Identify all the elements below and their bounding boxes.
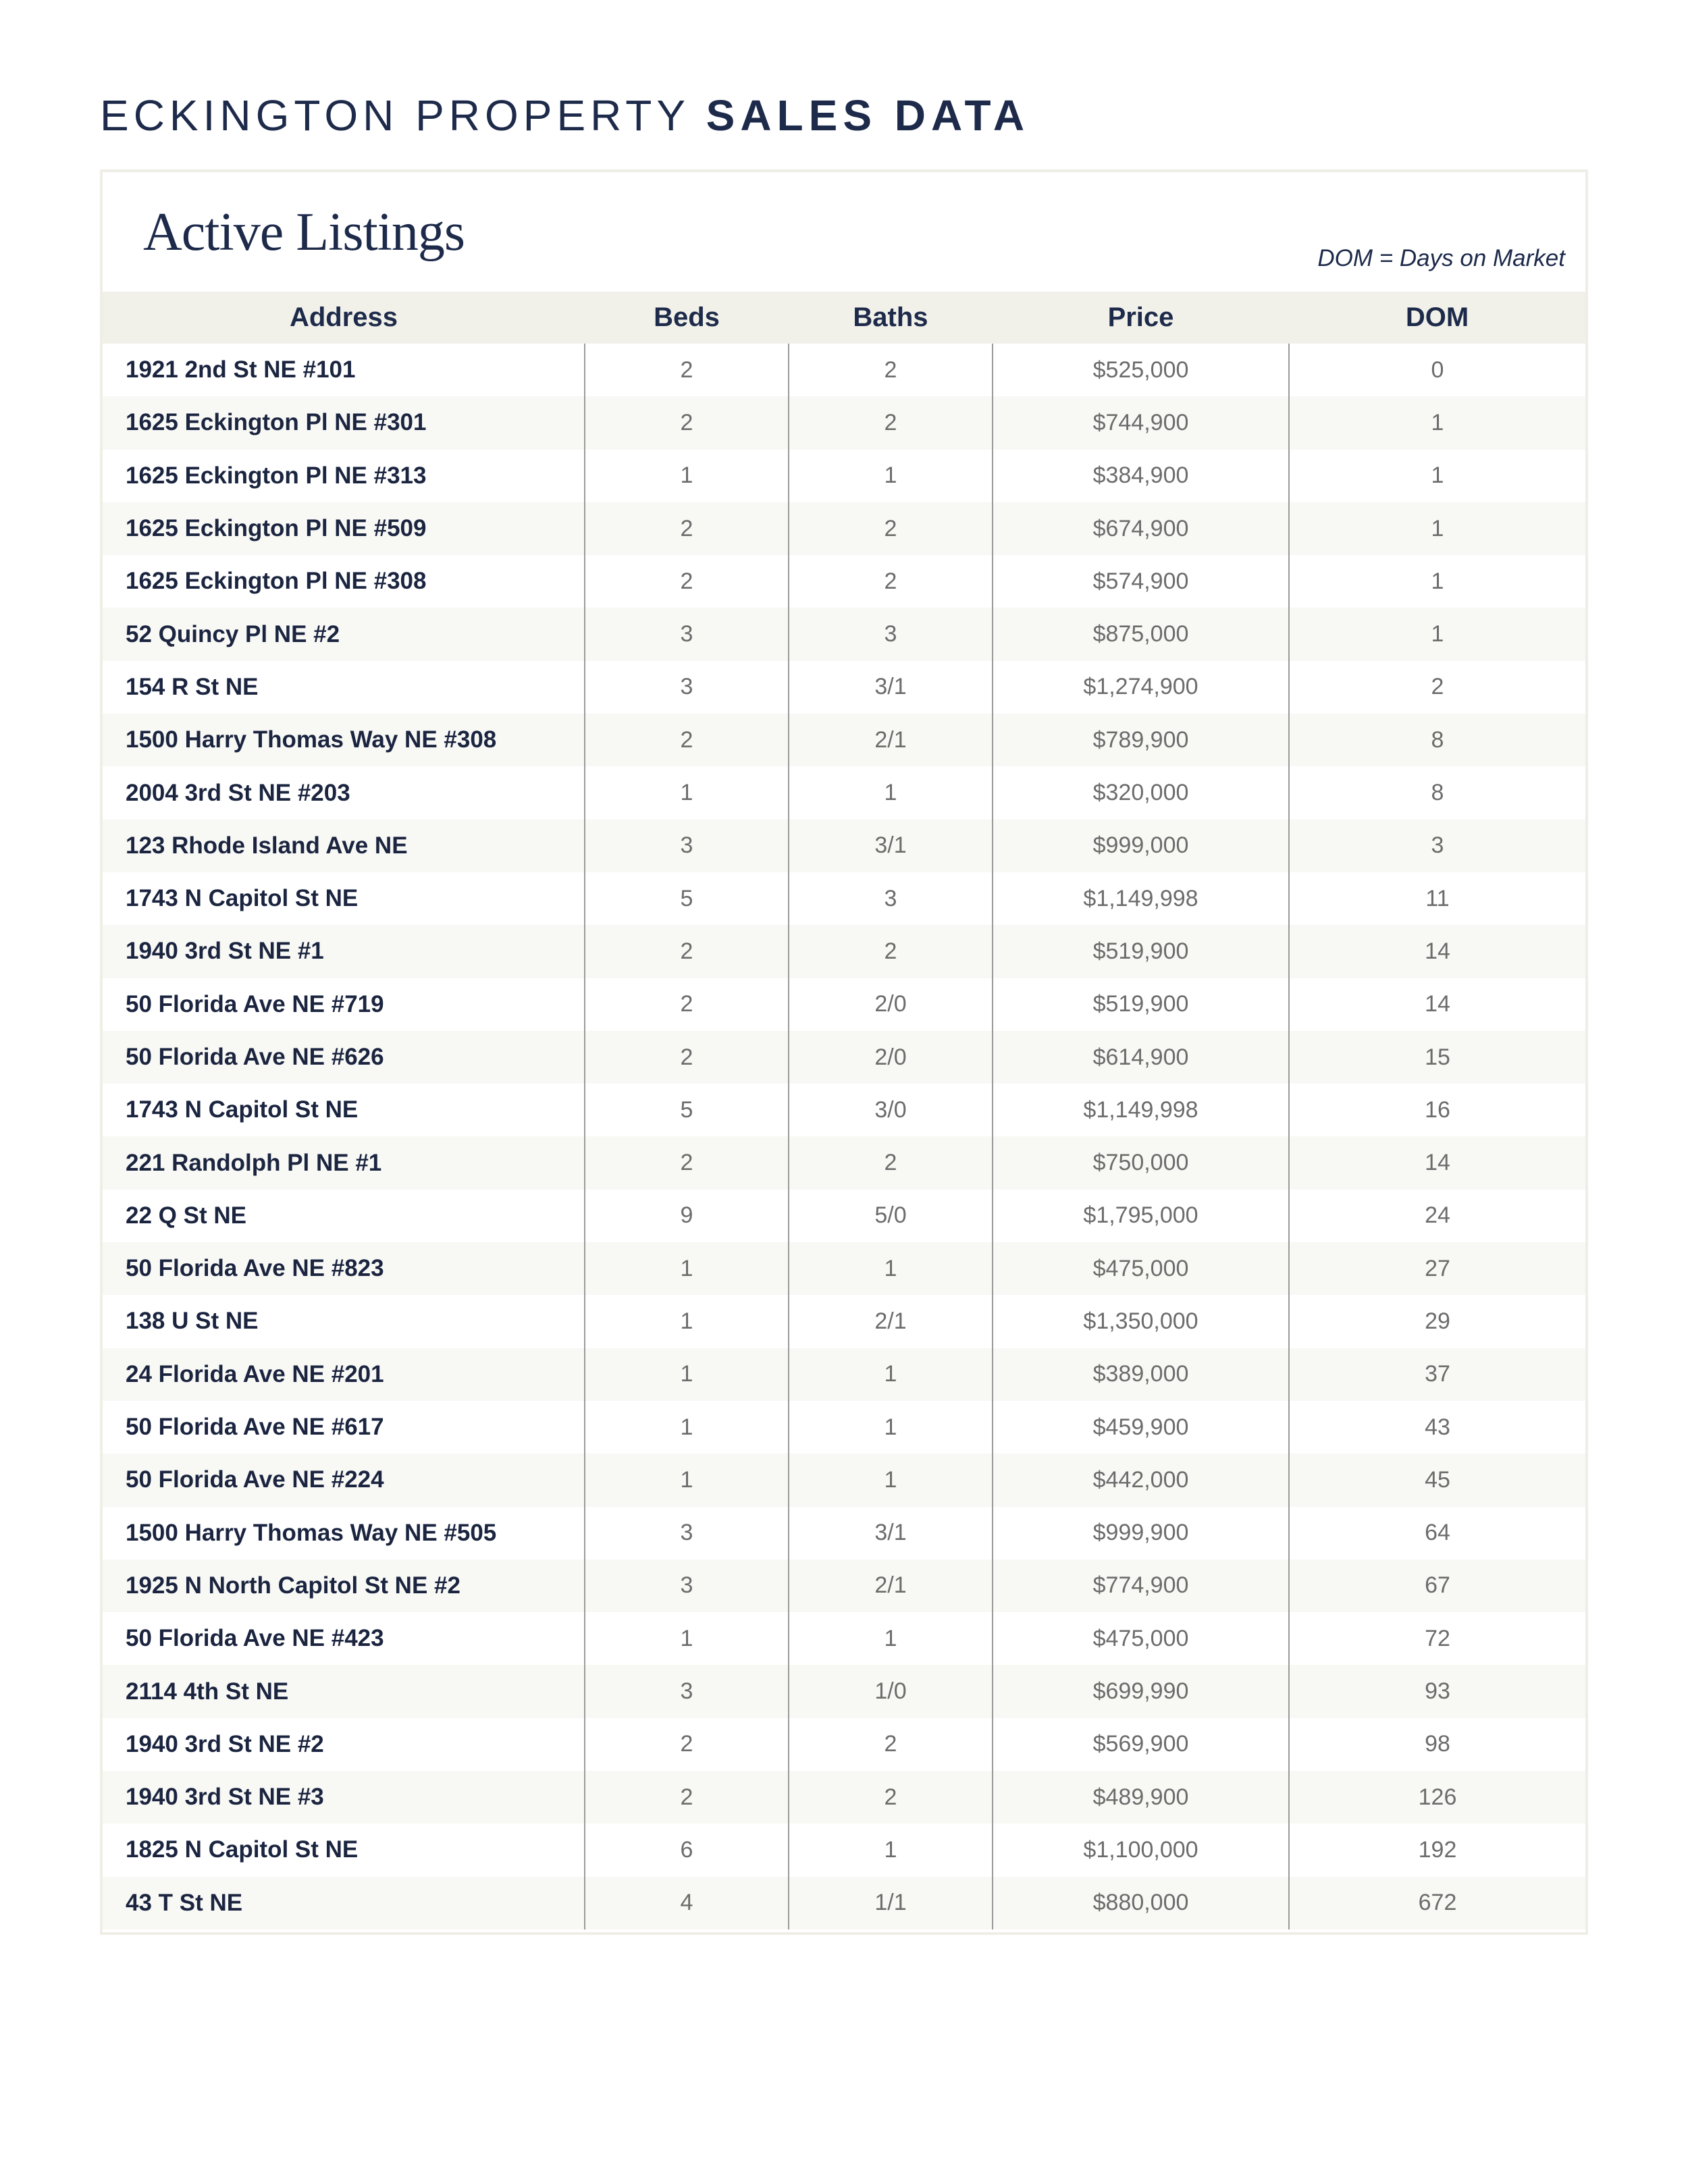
table-row [103, 714, 1585, 766]
baths-cell: 2 [789, 925, 993, 978]
baths-cell: 1 [789, 766, 993, 819]
dom-cell: 1 [1289, 502, 1585, 555]
address-cell: 1940 3rd St NE #3 [126, 1784, 324, 1811]
address-cell: 1500 Harry Thomas Way NE #308 [126, 726, 497, 753]
price-cell: $489,900 [993, 1771, 1289, 1823]
baths-cell: 2 [789, 1718, 993, 1771]
address-cell: 2114 4th St NE [126, 1678, 289, 1705]
beds-cell: 2 [585, 1718, 789, 1771]
beds-cell: 2 [585, 502, 789, 555]
table-row [103, 1507, 1585, 1560]
beds-cell: 1 [585, 1401, 789, 1454]
dom-cell: 2 [1289, 661, 1585, 714]
address-cell: 50 Florida Ave NE #719 [126, 990, 384, 1017]
table-row [103, 1718, 1585, 1771]
price-cell: $744,900 [993, 396, 1289, 449]
table-row [103, 450, 1585, 502]
active-listings-panel [100, 169, 1588, 1935]
baths-cell: 3/0 [789, 1084, 993, 1136]
beds-cell: 2 [585, 925, 789, 978]
baths-cell: 2/1 [789, 1560, 993, 1612]
price-cell: $1,149,998 [993, 1084, 1289, 1136]
dom-cell: 8 [1289, 766, 1585, 819]
price-cell: $789,900 [993, 714, 1289, 766]
address-cell: 1921 2nd St NE #101 [126, 356, 356, 383]
table-row [103, 396, 1585, 449]
dom-cell: 16 [1289, 1084, 1585, 1136]
beds-cell: 1 [585, 766, 789, 819]
beds-cell: 9 [585, 1190, 789, 1242]
dom-cell: 37 [1289, 1348, 1585, 1401]
beds-cell: 2 [585, 555, 789, 608]
dom-cell: 126 [1289, 1771, 1585, 1823]
address-cell: 1625 Eckington Pl NE #313 [126, 462, 427, 489]
price-cell: $389,000 [993, 1348, 1289, 1401]
address-cell: 50 Florida Ave NE #823 [126, 1255, 384, 1282]
beds-cell: 5 [585, 872, 789, 925]
dom-cell: 14 [1289, 1136, 1585, 1189]
dom-cell: 45 [1289, 1454, 1585, 1506]
table-row [103, 1560, 1585, 1612]
dom-cell: 67 [1289, 1560, 1585, 1612]
baths-cell: 1 [789, 450, 993, 502]
column-header-price: Price [1107, 302, 1174, 332]
beds-cell: 3 [585, 661, 789, 714]
address-cell: 138 U St NE [126, 1308, 259, 1335]
beds-cell: 5 [585, 1084, 789, 1136]
beds-cell: 4 [585, 1877, 789, 1929]
address-cell: 1940 3rd St NE #2 [126, 1730, 324, 1757]
price-cell: $574,900 [993, 555, 1289, 608]
price-cell: $519,900 [993, 978, 1289, 1031]
address-cell: 1625 Eckington Pl NE #301 [126, 409, 427, 436]
address-cell: 1743 N Capitol St NE [126, 1096, 359, 1123]
baths-cell: 2 [789, 396, 993, 449]
dom-cell: 93 [1289, 1665, 1585, 1717]
listings-table-body [103, 344, 1585, 1929]
table-row [103, 502, 1585, 555]
baths-cell: 1/1 [789, 1877, 993, 1929]
baths-cell: 1 [789, 1348, 993, 1401]
address-cell: 1925 N North Capitol St NE #2 [126, 1572, 460, 1599]
dom-legend-note: DOM = Days on Market [1317, 245, 1565, 271]
baths-cell: 1 [789, 1612, 993, 1665]
section-title: Active Listings [143, 203, 465, 262]
address-cell: 1625 Eckington Pl NE #509 [126, 515, 427, 542]
beds-cell: 3 [585, 1665, 789, 1717]
dom-cell: 672 [1289, 1877, 1585, 1929]
dom-cell: 1 [1289, 396, 1585, 449]
beds-cell: 2 [585, 344, 789, 396]
beds-cell: 3 [585, 1507, 789, 1560]
baths-cell: 2/1 [789, 714, 993, 766]
table-row [103, 1612, 1585, 1665]
beds-cell: 3 [585, 820, 789, 872]
page-title [100, 90, 1030, 140]
address-cell: 1625 Eckington Pl NE #308 [126, 568, 427, 595]
price-cell: $699,990 [993, 1665, 1289, 1717]
dom-cell: 43 [1289, 1401, 1585, 1454]
dom-cell: 192 [1289, 1823, 1585, 1876]
beds-cell: 2 [585, 1136, 789, 1189]
address-cell: 1743 N Capitol St NE [126, 885, 359, 912]
table-row [103, 1242, 1585, 1295]
price-cell: $475,000 [993, 1242, 1289, 1295]
beds-cell: 1 [585, 1242, 789, 1295]
price-cell: $774,900 [993, 1560, 1289, 1612]
beds-cell: 2 [585, 396, 789, 449]
baths-cell: 2 [789, 344, 993, 396]
price-cell: $442,000 [993, 1454, 1289, 1506]
listings-table [103, 292, 1585, 1929]
table-row [103, 1771, 1585, 1823]
table-row [103, 661, 1585, 714]
price-cell: $999,900 [993, 1507, 1289, 1560]
table-row [103, 555, 1585, 608]
table-row [103, 925, 1585, 978]
column-header-dom: DOM [1405, 302, 1469, 332]
beds-cell: 3 [585, 1560, 789, 1612]
column-header-baths: Baths [853, 302, 928, 332]
address-cell: 1500 Harry Thomas Way NE #505 [126, 1519, 497, 1546]
baths-cell: 2 [789, 1136, 993, 1189]
column-header-beds: Beds [654, 302, 720, 332]
dom-cell: 15 [1289, 1031, 1585, 1084]
dom-cell: 64 [1289, 1507, 1585, 1560]
column-header-address: Address [289, 302, 398, 332]
table-row [103, 608, 1585, 660]
baths-cell: 1 [789, 1454, 993, 1506]
table-row [103, 1877, 1585, 1929]
address-cell: 154 R St NE [126, 673, 259, 700]
address-cell: 1825 N Capitol St NE [126, 1836, 359, 1863]
table-row [103, 1031, 1585, 1084]
address-cell: 52 Quincy Pl NE #2 [126, 620, 340, 647]
dom-cell: 0 [1289, 344, 1585, 396]
table-row [103, 1190, 1585, 1242]
address-cell: 50 Florida Ave NE #224 [126, 1466, 384, 1493]
table-row [103, 820, 1585, 872]
price-cell: $674,900 [993, 502, 1289, 555]
table-row [103, 766, 1585, 819]
table-row [103, 978, 1585, 1031]
dom-cell: 24 [1289, 1190, 1585, 1242]
dom-cell: 1 [1289, 608, 1585, 660]
table-row [103, 1348, 1585, 1401]
price-cell: $1,100,000 [993, 1823, 1289, 1876]
price-cell: $475,000 [993, 1612, 1289, 1665]
dom-cell: 1 [1289, 450, 1585, 502]
table-row [103, 344, 1585, 396]
price-cell: $880,000 [993, 1877, 1289, 1929]
beds-cell: 6 [585, 1823, 789, 1876]
price-cell: $1,274,900 [993, 661, 1289, 714]
dom-cell: 14 [1289, 925, 1585, 978]
address-cell: 1940 3rd St NE #1 [126, 938, 324, 965]
table-row [103, 1136, 1585, 1189]
address-cell: 24 Florida Ave NE #201 [126, 1360, 384, 1387]
address-cell: 50 Florida Ave NE #617 [126, 1414, 384, 1441]
price-cell: $459,900 [993, 1401, 1289, 1454]
price-cell: $614,900 [993, 1031, 1289, 1084]
beds-cell: 2 [585, 1771, 789, 1823]
dom-cell: 1 [1289, 555, 1585, 608]
dom-cell: 11 [1289, 872, 1585, 925]
price-cell: $519,900 [993, 925, 1289, 978]
dom-cell: 27 [1289, 1242, 1585, 1295]
address-cell: 2004 3rd St NE #203 [126, 779, 350, 806]
price-cell: $569,900 [993, 1718, 1289, 1771]
dom-cell: 8 [1289, 714, 1585, 766]
dom-cell: 72 [1289, 1612, 1585, 1665]
baths-cell: 2 [789, 502, 993, 555]
beds-cell: 2 [585, 978, 789, 1031]
beds-cell: 1 [585, 1612, 789, 1665]
price-cell: $875,000 [993, 608, 1289, 660]
baths-cell: 3/1 [789, 820, 993, 872]
price-cell: $1,350,000 [993, 1295, 1289, 1348]
baths-cell: 2/0 [789, 1031, 993, 1084]
price-cell: $1,795,000 [993, 1190, 1289, 1242]
baths-cell: 1/0 [789, 1665, 993, 1717]
beds-cell: 1 [585, 1454, 789, 1506]
baths-cell: 1 [789, 1823, 993, 1876]
address-cell: 50 Florida Ave NE #626 [126, 1044, 384, 1070]
baths-cell: 3/1 [789, 661, 993, 714]
beds-cell: 2 [585, 1031, 789, 1084]
beds-cell: 3 [585, 608, 789, 660]
beds-cell: 2 [585, 714, 789, 766]
baths-cell: 2 [789, 1771, 993, 1823]
price-cell: $750,000 [993, 1136, 1289, 1189]
address-cell: 221 Randolph Pl NE #1 [126, 1149, 382, 1176]
baths-cell: 3 [789, 608, 993, 660]
baths-cell: 1 [789, 1242, 993, 1295]
address-cell: 123 Rhode Island Ave NE [126, 832, 408, 859]
address-cell: 50 Florida Ave NE #423 [126, 1625, 384, 1652]
baths-cell: 3/1 [789, 1507, 993, 1560]
page-title-bold: SALES DATA [706, 91, 1030, 140]
baths-cell: 1 [789, 1401, 993, 1454]
baths-cell: 2/1 [789, 1295, 993, 1348]
beds-cell: 1 [585, 1295, 789, 1348]
beds-cell: 1 [585, 450, 789, 502]
address-cell: 43 T St NE [126, 1889, 243, 1916]
price-cell: $999,000 [993, 820, 1289, 872]
table-row [103, 1454, 1585, 1506]
table-row [103, 872, 1585, 925]
baths-cell: 2/0 [789, 978, 993, 1031]
dom-cell: 29 [1289, 1295, 1585, 1348]
address-cell: 22 Q St NE [126, 1202, 246, 1229]
baths-cell: 2 [789, 555, 993, 608]
table-row [103, 1401, 1585, 1454]
price-cell: $1,149,998 [993, 872, 1289, 925]
page-title-light: ECKINGTON PROPERTY [100, 91, 689, 140]
dom-cell: 14 [1289, 978, 1585, 1031]
baths-cell: 3 [789, 872, 993, 925]
table-header-row [103, 292, 1585, 344]
dom-cell: 3 [1289, 820, 1585, 872]
price-cell: $525,000 [993, 344, 1289, 396]
beds-cell: 1 [585, 1348, 789, 1401]
table-row [103, 1084, 1585, 1136]
table-row [103, 1665, 1585, 1717]
price-cell: $384,900 [993, 450, 1289, 502]
table-row [103, 1295, 1585, 1348]
dom-cell: 98 [1289, 1718, 1585, 1771]
baths-cell: 5/0 [789, 1190, 993, 1242]
table-row [103, 1823, 1585, 1876]
price-cell: $320,000 [993, 766, 1289, 819]
